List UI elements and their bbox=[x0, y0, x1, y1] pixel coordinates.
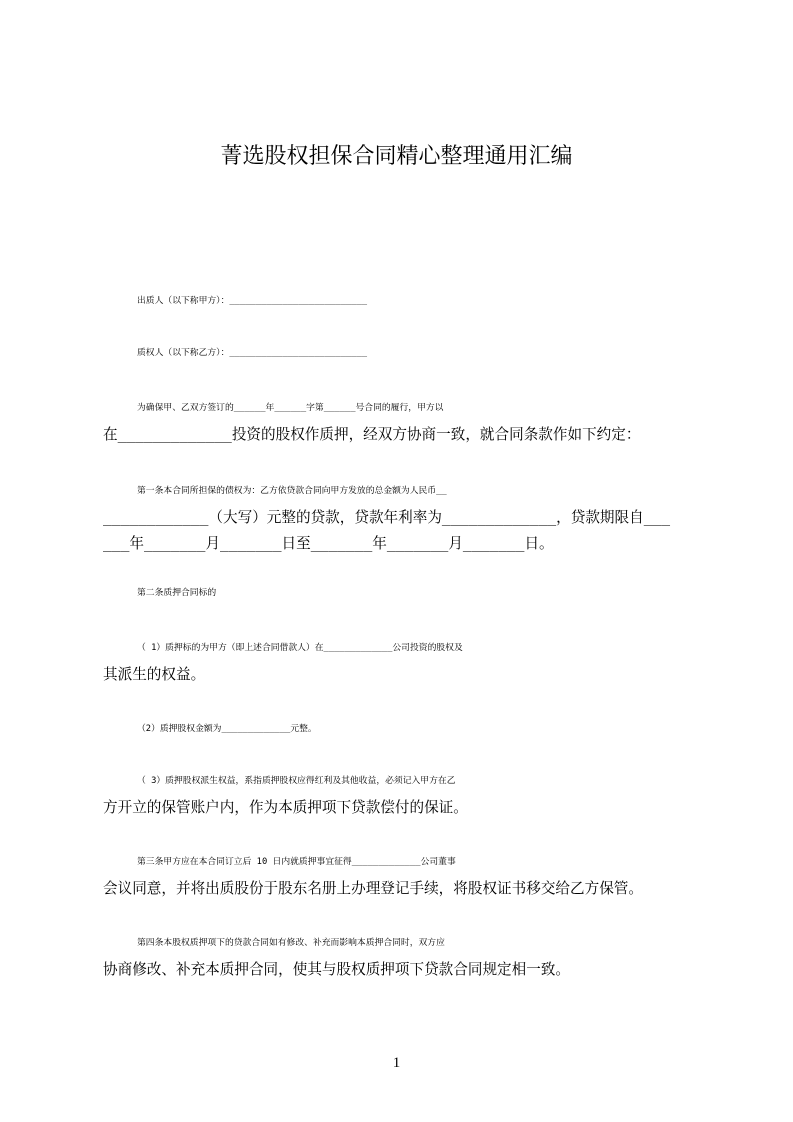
article-2-item-1-line-1: （ 1）质押标的为甲方（即上述合同借款人）在_____________公司投资的股权及 bbox=[137, 643, 463, 653]
article-3-line-2: 会议同意，并将出质股份于股东名册上办理登记手续，将股权证书移交给乙方保管。 bbox=[103, 880, 643, 897]
pledgor-line: 出质人（以下称甲方）：__________________________ bbox=[137, 296, 368, 306]
article-2-item-1-line-2: 其派生的权益。 bbox=[103, 666, 206, 683]
article-2-item-3-line-1: （ 3）质押股权派生权益，系指质押股权应得红利及其他收益，必须记入甲方在乙 bbox=[137, 776, 456, 786]
article-2-item-2: （2）质押股权金额为_____________元整。 bbox=[137, 724, 317, 734]
article-4-line-2: 协商修改、补充本质押合同，使其与股权质押项下贷款合同规定相一致。 bbox=[103, 961, 571, 978]
article-2-item-3-line-2: 方开立的保管账户内，作为本质押项下贷款偿付的保证。 bbox=[103, 799, 468, 816]
intro-line-1: 为确保甲、乙双方签订的______年______字第______号合同的履行，甲方以 bbox=[137, 403, 444, 413]
page-number: 1 bbox=[392, 1055, 401, 1071]
article-1-line-1: 第一条本合同所担保的债权为：乙方依贷款合同向甲方发放的总金额为人民币__ bbox=[137, 486, 447, 496]
intro-line-2: 在_____________投资的股权作质押，经双方协商一致，就合同条款作如下约定： bbox=[103, 426, 641, 443]
article-3-line-1: 第三条甲方应在本合同订立后 10 日内就质押事宜征得_____________公司董事 bbox=[137, 857, 456, 867]
document-title: 菁选股权担保合同精心整理通用汇编 bbox=[220, 144, 573, 169]
article-1-line-2: ____________（大写）元整的贷款，贷款年利率为_____________，贷款期限自___ bbox=[103, 509, 671, 526]
article-1-line-3: ___年_______月_______日至_______年_______月_______日。 bbox=[103, 535, 554, 552]
article-4-line-1: 第四条本股权质押项下的贷款合同如有修改、补充而影响本质押合同时，双方应 bbox=[137, 938, 445, 948]
article-2-heading: 第二条质押合同标的 bbox=[137, 588, 217, 598]
pledgee-line: 质权人（以下称乙方）：__________________________ bbox=[137, 348, 368, 358]
